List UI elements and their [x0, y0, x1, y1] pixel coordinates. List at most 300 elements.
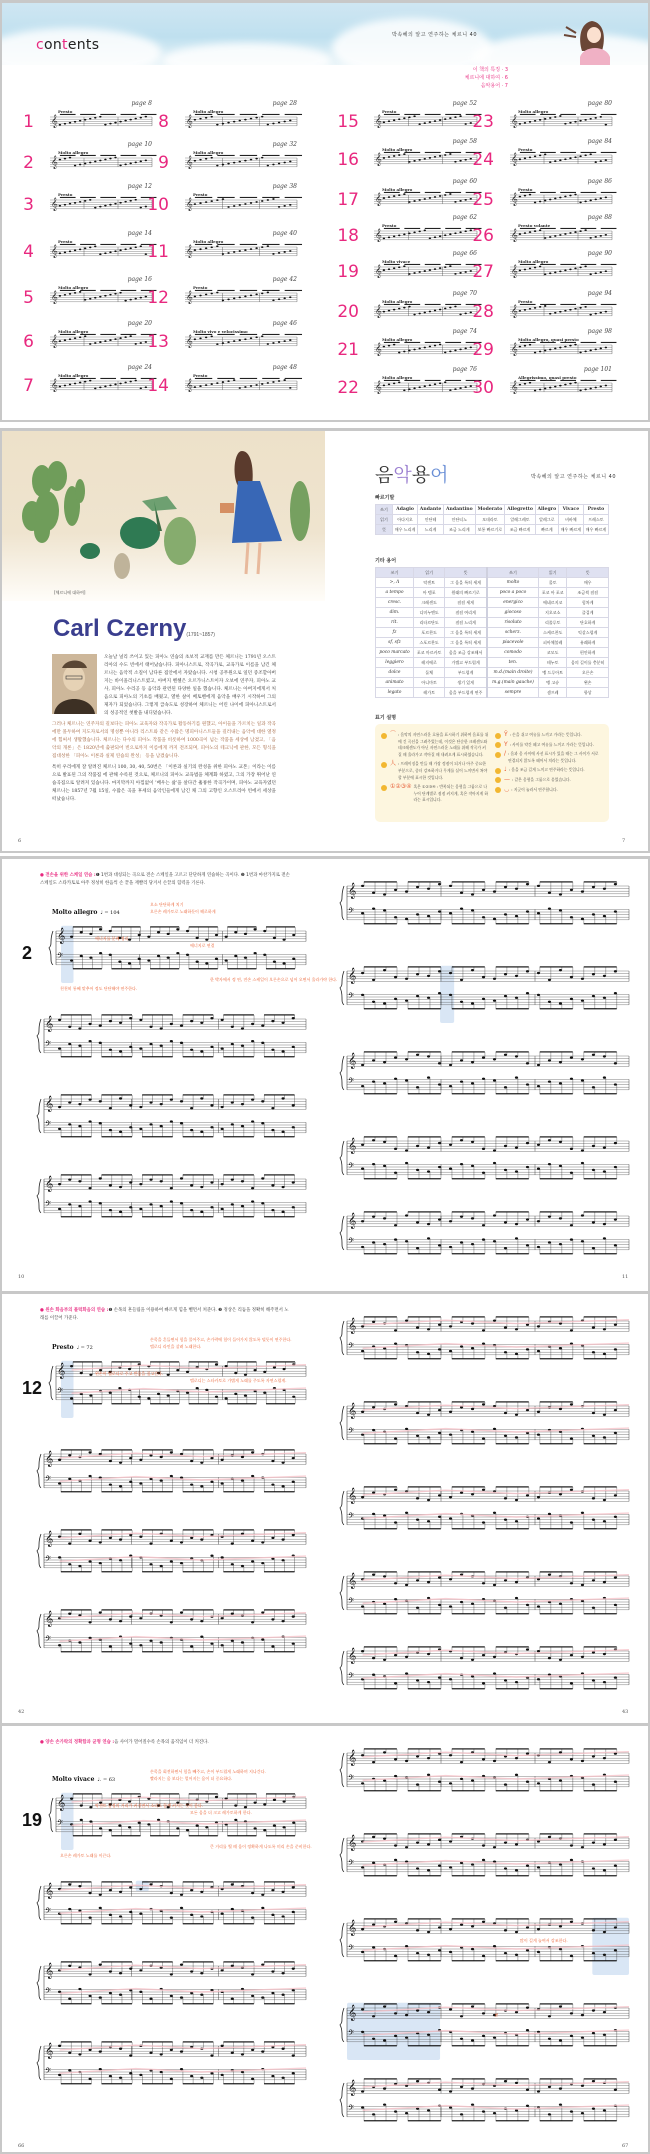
- note: [221, 1208, 224, 1210]
- page-reference[interactable]: page 66: [452, 250, 477, 257]
- note: [570, 1955, 573, 1957]
- note: [194, 338, 196, 340]
- note: [539, 201, 541, 203]
- note: [194, 249, 196, 251]
- note: [250, 202, 252, 204]
- note: [524, 232, 526, 234]
- note: [460, 1080, 463, 1082]
- beam: [142, 1491, 172, 1492]
- note: [233, 205, 235, 207]
- term-row: [376, 688, 609, 698]
- note: [221, 1912, 224, 1914]
- note: [222, 164, 224, 166]
- note: [393, 155, 395, 157]
- page-reference[interactable]: page 58: [452, 138, 477, 145]
- note: [482, 998, 485, 1000]
- bass-clef-icon: 𝄢: [45, 1907, 52, 1919]
- note: [554, 116, 556, 118]
- note: [416, 1679, 419, 1681]
- page-reference[interactable]: page 76: [452, 366, 477, 373]
- beam: [61, 1014, 91, 1015]
- beam: [452, 1358, 485, 1359]
- incipit-staff: [510, 264, 612, 288]
- note: [526, 1166, 529, 1168]
- note: [515, 1414, 518, 1416]
- incipit-staff: [510, 304, 612, 328]
- note: [482, 1489, 485, 1491]
- note: [424, 385, 426, 387]
- note: [282, 1462, 285, 1464]
- note: [548, 2086, 551, 2088]
- bass-clef-icon: 𝄢: [348, 1597, 355, 1609]
- beam: [540, 152, 556, 153]
- note: [429, 197, 431, 199]
- note: [388, 310, 390, 312]
- note: [239, 387, 241, 389]
- note: [459, 313, 461, 315]
- note: [261, 1177, 264, 1179]
- page-reference[interactable]: page 70: [452, 290, 477, 297]
- note: [592, 2108, 595, 2110]
- lesson-desc-text: ❶ 손목의 흔들림을 이용하여 빠르게 힘을 뺄면서 쳐준다. ❷ 정상은 리듬을 정확히 해주면서 노래를 이끌어 가준다.: [40, 1308, 289, 1321]
- note: [416, 1755, 419, 1757]
- study-number: 9: [158, 153, 169, 173]
- note: [119, 292, 121, 294]
- toc-link-music-terms[interactable]: 음악용어 · 7: [480, 83, 508, 89]
- beam: [223, 1571, 253, 1572]
- page-reference[interactable]: page 86: [587, 178, 612, 185]
- study-number: 7: [23, 376, 34, 396]
- note: [482, 1654, 485, 1656]
- incipit-staff: [374, 228, 477, 252]
- note: [592, 1929, 595, 1931]
- beam: [584, 966, 617, 967]
- note: [569, 232, 571, 234]
- beam: [425, 192, 441, 193]
- incipit-staff: [510, 152, 612, 176]
- note: [58, 1459, 61, 1461]
- note: [537, 1220, 540, 1222]
- clef-icon: 𝄞: [511, 113, 518, 128]
- note: [261, 246, 263, 248]
- page-reference[interactable]: page 28: [272, 100, 297, 107]
- note: [504, 1952, 507, 1954]
- note: [372, 1674, 375, 1676]
- beam: [223, 2041, 253, 2042]
- note: [210, 1555, 213, 1557]
- note: [581, 1079, 584, 1081]
- note: [460, 2086, 463, 2088]
- note: [444, 234, 446, 236]
- note: [190, 1049, 193, 1051]
- speed-cell: 안단티노: [444, 515, 476, 525]
- page-reference[interactable]: page 10: [127, 141, 152, 148]
- note: [416, 1579, 419, 1581]
- bass-clef-icon: 𝄢: [45, 2067, 52, 2079]
- page-reference[interactable]: page 42: [272, 276, 297, 283]
- tempo-marking: Presto: [518, 147, 533, 152]
- incipit: [510, 227, 616, 241]
- note: [471, 1408, 474, 1410]
- note: [413, 160, 415, 162]
- beam: [264, 1174, 294, 1175]
- note: [200, 1050, 203, 1052]
- note: [251, 1200, 254, 1202]
- beam: [408, 1211, 441, 1212]
- beam: [142, 1923, 172, 1924]
- note: [383, 1603, 386, 1605]
- note: [449, 972, 452, 974]
- beam: [384, 228, 400, 229]
- note: [292, 958, 295, 960]
- page-reference[interactable]: page 88: [587, 214, 612, 221]
- note: [592, 1679, 595, 1681]
- note: [138, 934, 141, 936]
- beam: [364, 966, 397, 967]
- note: [460, 2113, 463, 2115]
- note: [109, 158, 111, 160]
- beam: [60, 378, 76, 379]
- note: [372, 1059, 375, 1061]
- page-reference[interactable]: page 84: [587, 138, 612, 145]
- note: [600, 348, 602, 350]
- beam: [102, 1881, 132, 1882]
- beam: [540, 2003, 573, 2004]
- toc-link-features[interactable]: 이 책의 특징 · 3: [472, 67, 508, 73]
- note: [559, 1165, 562, 1167]
- beam: [540, 1646, 573, 1647]
- note: [570, 1682, 573, 1684]
- note: [434, 310, 436, 312]
- page-reference[interactable]: page 20: [127, 320, 152, 327]
- note: [221, 1128, 224, 1130]
- note: [250, 118, 252, 120]
- note: [64, 123, 66, 125]
- note: [225, 959, 228, 961]
- note: [68, 1908, 71, 1910]
- note: [114, 203, 116, 205]
- term-cell: 아 템포: [413, 588, 444, 598]
- clef-icon: 𝄞: [186, 154, 193, 169]
- beam: [183, 1174, 213, 1175]
- note: [119, 1538, 122, 1540]
- note: [292, 1126, 295, 1128]
- note: [79, 248, 81, 250]
- note: [471, 1493, 474, 1495]
- note: [199, 118, 201, 120]
- page-reference[interactable]: page 101: [583, 366, 612, 373]
- note: [129, 1911, 132, 1913]
- note: [405, 978, 408, 980]
- note: [271, 1049, 274, 1051]
- note: [254, 952, 257, 954]
- note: [539, 119, 541, 121]
- speed-cell: Andante: [418, 505, 444, 515]
- page-reference[interactable]: page 40: [272, 230, 297, 237]
- term-cell: scherz.: [487, 628, 539, 638]
- beam: [285, 244, 302, 245]
- page-number-right: 11: [622, 1274, 629, 1280]
- note: [129, 299, 131, 301]
- note: [109, 385, 111, 387]
- note: [413, 115, 415, 117]
- tempo-marking: Molto allegro: [58, 373, 89, 378]
- note: [149, 2052, 152, 2054]
- note: [592, 913, 595, 915]
- note: [80, 1372, 83, 1374]
- beam: [142, 1529, 172, 1530]
- note: [460, 1001, 463, 1003]
- bass-clef-icon: 𝄢: [348, 1512, 355, 1524]
- note: [579, 352, 581, 354]
- beam: [183, 2083, 213, 2084]
- page-reference[interactable]: page 8: [131, 100, 152, 107]
- page-number-left: 66: [18, 2143, 25, 2149]
- page-reference[interactable]: page 90: [587, 250, 612, 257]
- page-reference[interactable]: page 38: [272, 183, 297, 190]
- note: [282, 2048, 285, 2050]
- beam: [195, 197, 212, 198]
- note: [194, 386, 196, 388]
- note: [261, 116, 263, 118]
- clef-icon: 𝄞: [511, 191, 518, 206]
- note: [549, 117, 551, 119]
- beam: [142, 1609, 172, 1610]
- beam: [61, 1491, 91, 1492]
- tempo-text: Molto vivace: [52, 1776, 95, 1783]
- study-number: 11: [147, 242, 169, 262]
- beam: [102, 1961, 132, 1962]
- note: [372, 1923, 375, 1925]
- header-cell: 뜻: [445, 568, 487, 578]
- page-reference[interactable]: page 16: [127, 276, 152, 283]
- page-reference[interactable]: page 14: [127, 230, 152, 237]
- treble-clef-icon: 𝄞: [45, 1962, 54, 1979]
- page-reference[interactable]: page 52: [452, 100, 477, 107]
- note: [99, 387, 101, 389]
- toc-link-about-czerny[interactable]: 체르니에 대하여 · 6: [464, 75, 508, 81]
- page-reference[interactable]: page 60: [452, 178, 477, 185]
- note: [271, 1889, 274, 1891]
- beam: [520, 114, 536, 115]
- note: [58, 2074, 61, 2076]
- note: [210, 1104, 213, 1106]
- note: [449, 1064, 452, 1066]
- note: [460, 1345, 463, 1347]
- clef-icon: 𝄞: [511, 341, 518, 356]
- beam: [100, 334, 116, 335]
- note: [170, 1917, 173, 1919]
- note: [603, 1931, 606, 1933]
- note: [570, 1921, 573, 1923]
- note: [109, 1537, 112, 1539]
- note: [519, 233, 521, 235]
- term-cell: 지오코소: [539, 608, 567, 618]
- contents-spread: [0, 0, 650, 422]
- note: [225, 1397, 228, 1399]
- note: [271, 1992, 274, 1994]
- note: [170, 1892, 173, 1894]
- note: [427, 2109, 430, 2111]
- note: [282, 1538, 285, 1540]
- note: [180, 1024, 183, 1026]
- note: [403, 307, 405, 309]
- beam: [142, 1094, 172, 1095]
- note: [449, 193, 451, 195]
- note: [119, 337, 121, 339]
- note: [515, 975, 518, 977]
- beam: [540, 1051, 573, 1052]
- note: [424, 270, 426, 272]
- tempo-marking: Molto allegro: [193, 109, 224, 114]
- incipit-staff: [50, 114, 152, 138]
- beam: [408, 1178, 441, 1179]
- note: [570, 2110, 573, 2112]
- term-cell: 디미누엔도: [413, 608, 444, 618]
- beam: [112, 1361, 141, 1362]
- page-reference[interactable]: page 62: [452, 214, 477, 221]
- note: [537, 1325, 540, 1327]
- lesson-spread-1: [0, 856, 650, 1293]
- beam: [404, 228, 420, 229]
- note: [493, 999, 496, 1001]
- note: [89, 1995, 92, 1997]
- note: [383, 1061, 386, 1063]
- note: [559, 1863, 562, 1865]
- beam: [223, 1014, 253, 1015]
- note: [109, 1645, 112, 1647]
- note: [69, 384, 71, 386]
- page-reference[interactable]: page 98: [587, 328, 612, 335]
- note: [383, 1141, 386, 1143]
- note: [504, 1086, 507, 1088]
- note: [539, 266, 541, 268]
- beam: [264, 1923, 294, 1924]
- page-reference[interactable]: page 80: [587, 100, 612, 107]
- beam: [540, 1571, 573, 1572]
- beam: [496, 2003, 529, 2004]
- note: [282, 1097, 285, 1099]
- beam: [408, 1316, 441, 1317]
- beam: [540, 2120, 573, 2121]
- note: [444, 118, 446, 120]
- note: [413, 387, 415, 389]
- note: [233, 162, 235, 164]
- note: [559, 234, 561, 236]
- note: [99, 1177, 102, 1179]
- note: [600, 386, 602, 388]
- note: [383, 1575, 386, 1577]
- note: [119, 1485, 122, 1487]
- note: [361, 1754, 364, 1756]
- note: [614, 1781, 617, 1783]
- note: [84, 200, 86, 202]
- beam: [408, 881, 441, 882]
- note: [526, 992, 529, 994]
- term-cell: risoluto: [487, 618, 539, 628]
- note: [109, 1889, 112, 1891]
- note: [361, 2031, 364, 2033]
- treble-clef-icon: 𝄞: [348, 967, 357, 984]
- bass-clef-icon: 𝄢: [348, 1672, 355, 1684]
- note: [444, 154, 446, 156]
- note: [200, 1022, 203, 1024]
- beam: [584, 1875, 617, 1876]
- page-reference[interactable]: page 74: [452, 328, 477, 335]
- note: [418, 199, 420, 201]
- page-reference[interactable]: page 12: [127, 183, 152, 190]
- note: [504, 1929, 507, 1931]
- note: [68, 1563, 71, 1565]
- note: [129, 1968, 132, 1970]
- note: [537, 2090, 540, 2092]
- note: [68, 1123, 71, 1125]
- study-number: 19: [337, 262, 359, 282]
- note: [544, 200, 546, 202]
- note: [135, 343, 137, 345]
- note: [109, 1129, 112, 1131]
- note: [147, 1823, 150, 1825]
- note: [526, 1781, 529, 1783]
- note: [273, 1824, 276, 1826]
- beam: [384, 152, 400, 153]
- note: [129, 2054, 132, 2056]
- note: [393, 383, 395, 385]
- beam: [425, 342, 441, 343]
- note: [614, 992, 617, 994]
- note: [89, 162, 91, 164]
- note: [114, 122, 116, 124]
- bullet-icon: [381, 785, 387, 791]
- note: [413, 349, 415, 351]
- beam: [540, 1093, 573, 1094]
- page-reference[interactable]: page 32: [272, 141, 297, 148]
- beam: [496, 1253, 529, 1254]
- note: [261, 1611, 264, 1613]
- note: [244, 338, 246, 340]
- note: [449, 1246, 452, 1248]
- symbol-text: : 음을 조금 길게 느끼고 연주하라는 뜻입니다.: [508, 767, 585, 773]
- beam: [408, 2003, 441, 2004]
- beam: [285, 155, 302, 156]
- beam: [100, 378, 116, 379]
- note: [449, 2106, 452, 2108]
- beam: [452, 1178, 485, 1179]
- page-reference[interactable]: page 48: [272, 364, 297, 371]
- tempo-marking: Molto allegro: [382, 299, 413, 304]
- clef-icon: 𝄞: [186, 377, 193, 392]
- page-reference[interactable]: page 24: [127, 364, 152, 371]
- note: [504, 886, 507, 888]
- note: [600, 312, 602, 314]
- note: [493, 978, 496, 980]
- note: [579, 155, 581, 157]
- note: [526, 1348, 529, 1350]
- beam: [540, 966, 573, 967]
- beam: [102, 1094, 132, 1095]
- note: [272, 299, 274, 301]
- note: [210, 2054, 213, 2056]
- page-reference[interactable]: page 94: [587, 290, 612, 297]
- note: [405, 1149, 408, 1151]
- clef-icon: 𝄞: [375, 263, 382, 278]
- note: [211, 383, 213, 385]
- note: [524, 122, 526, 124]
- page-reference[interactable]: page 46: [272, 320, 297, 327]
- note: [160, 1479, 163, 1481]
- note: [119, 1462, 122, 1464]
- note: [234, 1804, 237, 1806]
